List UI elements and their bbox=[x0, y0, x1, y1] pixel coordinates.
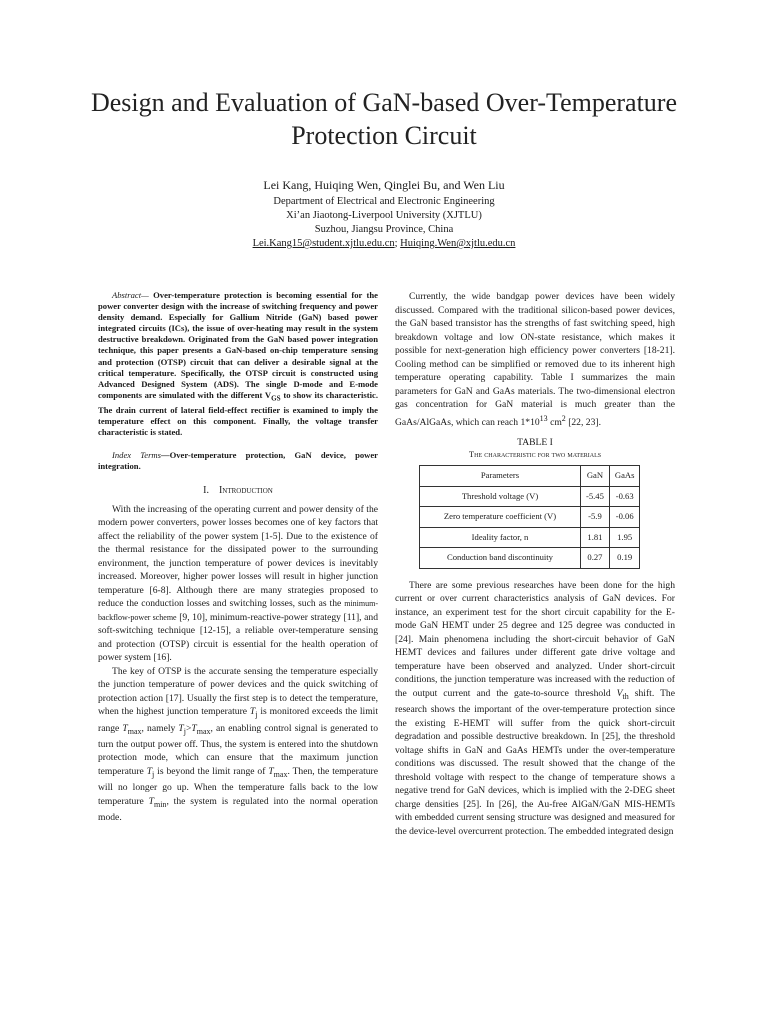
text-run-small: minimum-backflow-power scheme bbox=[98, 599, 378, 622]
right-paragraph-1 bbox=[395, 290, 675, 429]
table-cell: -0.06 bbox=[609, 507, 640, 528]
text-run: Currently, the wide bandgap power devices have been widely discussed. Compared with the traditional silicon-based power devices, the GaN based transistor has the strengths of fast switching speed, high breakdown voltage and low ON-state resistance, which makes it possible for next-generation high efficiency power converters [18-21]. Cooling method can be simplified or removed due to its inherent high temperature operating capability. Table I summarizes the main parameters for GaN and GaAs materials. The two-dimensional electron gas concentration for GaN material is much greater than the GaAs/AlGaAs, which can reach 1*10 bbox=[395, 291, 675, 428]
table-subtitle: The characteristic for two materials bbox=[468, 449, 602, 460]
text-run: is monitored exceeds the limit range bbox=[98, 706, 378, 734]
abstract-body-end: to show its characteristic. The drain current of lateral field-effect rectifier is examined to imply the temperature effect on this component. Finally, the voltage transfer characteristic is stated. bbox=[98, 389, 378, 437]
section-heading-introduction bbox=[98, 484, 378, 498]
table-cell: Threshold voltage (V) bbox=[420, 486, 581, 507]
section-number: I. bbox=[203, 485, 209, 497]
text-run: . Then, the temperature will no longer go up. When the temperature falls back to the low temperature bbox=[98, 765, 378, 807]
math-sub: max bbox=[196, 726, 211, 736]
abstract-body: Over-temperature protection is becoming essential for the power converter design with the increase of switching frequency and power density demand. Especially for Gallium Nitride (GaN) based power integrated circuits (ICs), the issue of over-heating may result in the system destructive breakdown. Originated from the GaN based power integration technique, this paper presents a GaN-based on-chip temperature sensing and protection (OTSP) circuit that can deliver a desirable signal at the critical temperature. Specifically, the OTSP circuit is constructed using Advanced Designed System (ADS). The single D-mode and E-mode components are simulated with the different V bbox=[98, 290, 378, 400]
text-run: The key of OTSP is the accurate sensing the temperature especially the junction temperature of power devices and the quick switching of protection action [17]. Usually the first step is to detect the temperature, when the highest junction temperature bbox=[98, 665, 378, 718]
abstract-subscript: GS bbox=[271, 394, 281, 403]
text-run: is beyond the limit range of bbox=[154, 765, 269, 777]
right-column bbox=[395, 290, 675, 838]
intro-paragraph-2 bbox=[98, 665, 378, 825]
intro-paragraph-1 bbox=[98, 503, 378, 665]
table-cell: 0.19 bbox=[609, 548, 640, 569]
table-cell: Zero temperature coefficient (V) bbox=[420, 507, 581, 528]
index-terms bbox=[98, 450, 378, 472]
math-sub: min bbox=[153, 799, 167, 809]
table-caption: TABLE I bbox=[517, 437, 553, 449]
math-var: T bbox=[268, 765, 274, 777]
abstract-lead: Abstract— bbox=[112, 290, 149, 300]
math-sub: j bbox=[152, 769, 155, 779]
text-run: [22, 23]. bbox=[565, 416, 601, 428]
affiliation-department: Department of Electrical and Electronic Engineering bbox=[273, 196, 495, 207]
paper-title: Design and Evaluation of GaN-based Over-Temperature Protection Circuit bbox=[90, 88, 678, 150]
math-var: T bbox=[191, 722, 197, 734]
superscript: 2 bbox=[561, 413, 566, 423]
table-cell: -5.9 bbox=[581, 507, 610, 528]
index-terms-lead: Index Terms bbox=[112, 449, 161, 460]
index-terms-body: —Over-temperature protection, GaN device, power integration. bbox=[98, 449, 378, 472]
abstract bbox=[98, 290, 378, 438]
superscript: 13 bbox=[539, 413, 548, 423]
affiliation-block bbox=[100, 195, 668, 251]
math-sub: th bbox=[622, 691, 629, 701]
table-cell: 0.27 bbox=[581, 548, 610, 569]
table-row bbox=[420, 548, 640, 569]
right-paragraph-2 bbox=[395, 579, 675, 838]
table-header-cell: GaAs bbox=[609, 466, 640, 487]
affiliation-location: Suzhou, Jiangsu Province, China bbox=[314, 224, 454, 235]
text-run: With the increasing of the operating current and power density of the modern power converters, power losses becomes one of key factors that affect the reliability of the power system [1-5]. Due to the existence of the thermal resistance for the dissipated power to the surrounding environment, the junction temperature of power devices is inevitably increased. Moreover, higher power losses will result in higher junction temperature [6-8]. Although there are many strategies proposed to reduce the conduction losses and switching losses, such as the bbox=[98, 503, 378, 610]
table-cell: Ideality factor, n bbox=[420, 527, 581, 548]
math-var: T bbox=[178, 722, 184, 734]
text-run: [9, 10], minimum-reactive-power strategy [11], and soft-switching technique [12-15], a reliable over-temperature sensing and protection (OTSP) circuit is essential for the health operation of power system [16]. bbox=[98, 611, 378, 664]
table-cell: -0.63 bbox=[609, 486, 640, 507]
table-header-cell: GaN bbox=[581, 466, 610, 487]
text-run: , namely bbox=[141, 722, 179, 734]
math-var: T bbox=[122, 722, 128, 734]
math-sub: j bbox=[255, 710, 258, 720]
text-run: shift. The research shows the important of the over-temperature protection since the existing E-HEMT will suffer from the quick short-circuit degradation and possible destructive breakdown. In [25], the threshold voltage shifts in GaN and GaAs HEMTs under the over-temperature conditions was discussed. The result showed that the change of the threshold voltage with respect to the change of temperature shows a negative trend for GaN devices, which is implied with the 2-DEG sheet charge densities [25]. In [26], the Au-free AlGaN/GaN MIS-HEMTs with embedded current sensing structure was designed and measured for the device-level overcurrent protection. The embedded integrated design bbox=[395, 687, 675, 837]
math-var: V bbox=[616, 687, 623, 699]
math-op: > bbox=[185, 722, 192, 734]
text-run: , the system is regulated into the normal operation mode. bbox=[98, 795, 378, 824]
left-column bbox=[98, 290, 378, 825]
author-list: Lei Kang, Huiqing Wen, Qinglei Bu, and Wen Liu bbox=[263, 178, 505, 192]
table-row bbox=[420, 486, 640, 507]
table-cell: 1.81 bbox=[581, 527, 610, 548]
table-cell: Conduction band discontinuity bbox=[420, 548, 581, 569]
email-link-wen[interactable]: Huiqing.Wen@xjtlu.edu.cn bbox=[400, 238, 516, 249]
text-run: There are some previous researches have been done for the high current or over current characteristics analysis of GaN devices. For instance, an experiment test for the short circuit capability for the E-mode GaN HEMT under 25 degree and 125 degree was conducted in [24]. Main phenomena including the short-circuit behavior of GaN HEMT devices and failures under different gate drive voltage and temperature have been observed and analyzed. Under short-circuit conditions, the junction temperature was increased with the reduction of the output current and the gate-to-source threshold bbox=[395, 579, 675, 699]
parameters-table bbox=[419, 465, 640, 569]
table-header-row bbox=[420, 466, 640, 487]
math-var: T bbox=[249, 706, 256, 718]
math-sub: max bbox=[127, 726, 142, 736]
email-link-kang[interactable]: Lei.Kang15@student.xjtlu.edu.cn bbox=[252, 238, 395, 249]
table-header-cell: Parameters bbox=[420, 466, 581, 487]
text-run: , an enabling control signal is generated to turn the output power off. Thus, the system is entered into the shutdown protection mode, which can ensure that the maximum junction temperature bbox=[98, 722, 378, 777]
math-var: T bbox=[148, 795, 154, 807]
text-run: cm bbox=[547, 416, 562, 428]
affiliation-university: Xi’an Jiaotong-Liverpool University (XJTLU) bbox=[286, 210, 482, 221]
author-emails: Lei.Kang15@student.xjtlu.edu.cn; Huiqing.Wen@xjtlu.edu.cn bbox=[252, 238, 516, 249]
table-cell: 1.95 bbox=[609, 527, 640, 548]
table-cell: -5.45 bbox=[581, 486, 610, 507]
math-sub: j bbox=[183, 726, 186, 736]
math-sub: max bbox=[273, 769, 288, 779]
table-row bbox=[420, 527, 640, 548]
section-title: Introduction bbox=[218, 485, 273, 497]
math-var: T bbox=[146, 765, 153, 777]
table-row bbox=[420, 507, 640, 528]
